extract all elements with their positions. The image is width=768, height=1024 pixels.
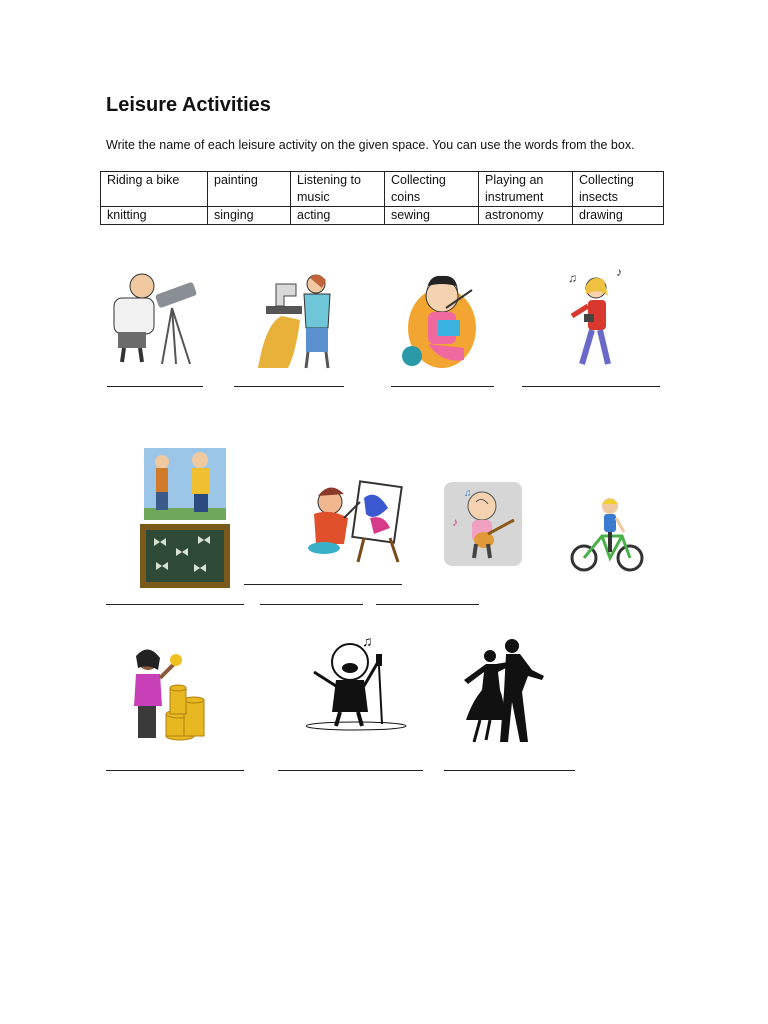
word-cell: astronomy [479, 207, 573, 225]
collecting-insects-picture [140, 448, 230, 588]
astronomy-telescope-picture [104, 268, 198, 366]
word-cell: Playing an instrument [479, 172, 573, 207]
word-cell: Listening to music [291, 172, 385, 207]
answer-blank[interactable] [522, 386, 660, 387]
painting-easel-picture [304, 478, 404, 564]
word-box-row [101, 172, 664, 207]
answer-blank[interactable] [244, 584, 402, 585]
singing-microphone-picture [306, 632, 410, 732]
knitting-girl-picture [398, 268, 482, 372]
word-cell: sewing [385, 207, 479, 225]
answer-blank[interactable] [106, 604, 244, 605]
answer-blank[interactable] [234, 386, 344, 387]
answer-blank[interactable] [278, 770, 423, 771]
bike-riding-picture [570, 496, 644, 574]
word-cell: knitting [101, 207, 208, 225]
word-box-table [100, 171, 664, 225]
answer-blank[interactable] [106, 770, 244, 771]
page-title: Leisure Activities [106, 94, 271, 116]
word-cell: painting [208, 172, 291, 207]
svg-text:♪: ♪ [616, 266, 622, 279]
guitar-playing-picture [444, 482, 522, 566]
svg-text:♫: ♫ [362, 633, 373, 649]
svg-text:♪: ♪ [452, 515, 458, 529]
answer-blank[interactable] [444, 770, 575, 771]
coin-collecting-picture [126, 644, 208, 744]
word-cell: Riding a bike [101, 172, 208, 207]
svg-text:♫: ♫ [464, 488, 472, 499]
answer-blank[interactable] [376, 604, 479, 605]
word-cell: Collecting insects [573, 172, 664, 207]
instructions-text: Write the name of each leisure activity on the given space. You can use the words from the box. [106, 138, 635, 152]
word-cell: acting [291, 207, 385, 225]
word-box-row [101, 207, 664, 225]
sewing-machine-picture [256, 272, 336, 370]
answer-blank[interactable] [391, 386, 494, 387]
word-cell: Collecting coins [385, 172, 479, 207]
listening-music-picture [564, 266, 628, 374]
svg-text:♫: ♫ [568, 271, 577, 285]
word-cell: drawing [573, 207, 664, 225]
answer-blank[interactable] [107, 386, 203, 387]
word-cell: singing [208, 207, 291, 225]
answer-blank[interactable] [260, 604, 363, 605]
dancing-couple-picture [462, 636, 548, 744]
